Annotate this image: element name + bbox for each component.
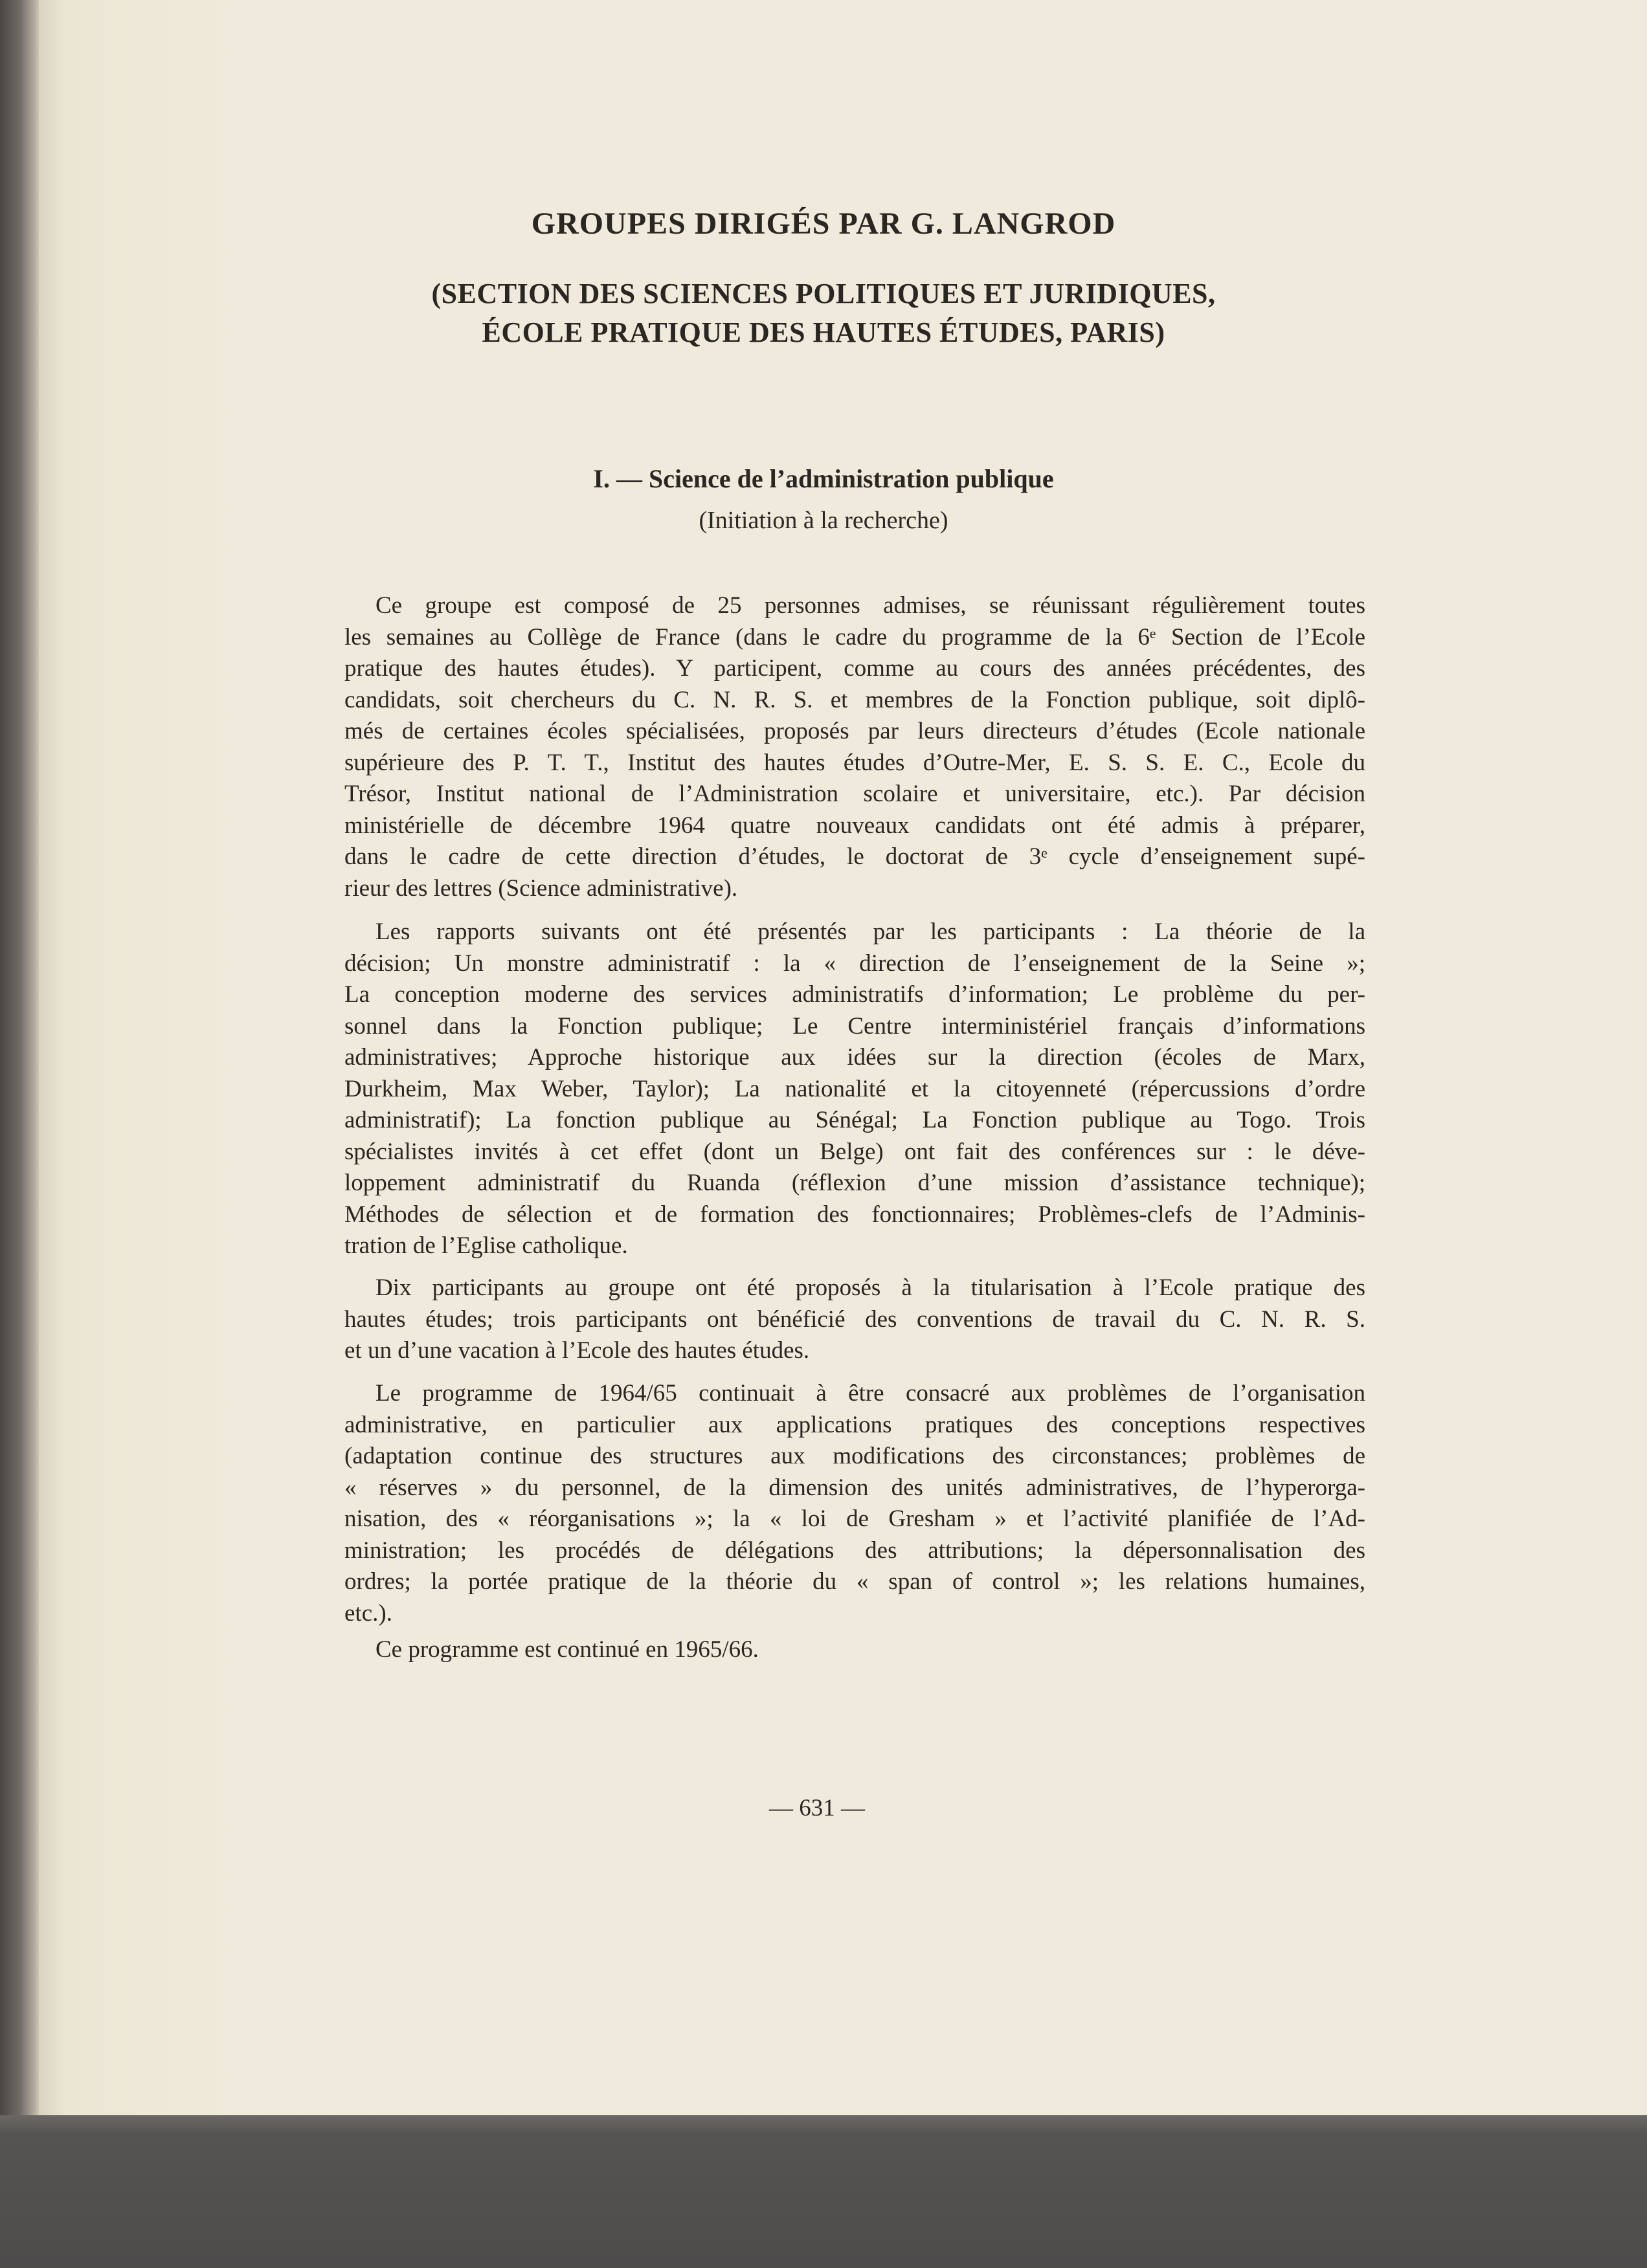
paragraph-2	[344, 917, 1365, 1262]
text-line: rieur des lettres (Science administrative).	[344, 874, 738, 902]
paragraph-4	[344, 1378, 1365, 1629]
text-line: etc.).	[344, 1599, 392, 1627]
section-heading: I. — Science de l’administration publique	[593, 464, 1054, 493]
text-line: Méthodes de sélection et de formation des fonctionnaires; Problèmes-clefs de l’Adminis-	[344, 1201, 1365, 1228]
text-line: pratique des hautes études). Y participent, comme au cours des années précédentes, des	[344, 655, 1365, 682]
paragraph-5	[344, 1634, 1365, 1666]
text-line: administrative, en particulier aux applications pratiques des conceptions respectives	[344, 1411, 1365, 1438]
text-line: et un d’une vacation à l’Ecole des hautes études.	[344, 1337, 810, 1364]
paragraph-3	[344, 1273, 1365, 1367]
text-line: administratives; Approche historique aux idées sur la direction (écoles de Marx,	[344, 1044, 1365, 1071]
text-line: Dix participants au groupe ont été proposés à la titularisation à l’Ecole pratique des	[375, 1274, 1365, 1301]
text-line: ministérielle de décembre 1964 quatre nouveaux candidats ont été admis à préparer,	[344, 812, 1365, 839]
paragraph-1	[344, 590, 1365, 904]
text-line: décision; Un monstre administratif : la « direction de l’enseignement de la Seine »;	[344, 950, 1365, 977]
text-line: administratif); La fonction publique au Sénégal; La Fonction publique au Togo. Trois	[344, 1107, 1365, 1133]
text-line: Trésor, Institut national de l’Administration scolaire et universitaire, etc.). Par décision	[344, 781, 1365, 807]
text-line: Les rapports suivants ont été présentés par les participants : La théorie de la	[375, 918, 1365, 945]
text-line: sonnel dans la Fonction publique; Le Centre interministériel français d’informations	[344, 1012, 1365, 1040]
text-line: tration de l’Eglise catholique.	[344, 1232, 628, 1259]
text-line: Le programme de 1964/65 continuait à être consacré aux problèmes de l’organisation	[375, 1380, 1365, 1406]
text-line: ministration; les procédés de délégations des attributions; la dépersonnalisation des	[344, 1537, 1365, 1564]
page-number: — 631 —	[769, 1795, 865, 1821]
text-line: candidats, soit chercheurs du C. N. R. S. et membres de la Fonction publique, soit diplô-	[344, 686, 1365, 713]
text-line: dans le cadre de cette direction d’études, le doctorat de 3ᵉ cycle d’enseignement supé-	[344, 843, 1365, 870]
text-line: « réserves » du personnel, de la dimension des unités administratives, de l’hyperorga-	[344, 1474, 1365, 1501]
text-line: supérieure des P. T. T., Institut des hautes études d’Outre-Mer, E. S. S. E. C., Ecole du	[344, 749, 1365, 776]
text-line: Ce groupe est composé de 25 personnes admises, se réunissant régulièrement toutes	[375, 592, 1365, 619]
text-line: (adaptation continue des structures aux modifications des circonstances; problèmes de	[344, 1443, 1365, 1469]
subtitle-line: ÉCOLE PRATIQUE DES HAUTES ÉTUDES, PARIS)	[482, 317, 1165, 348]
text-line: La conception moderne des services administratifs d’information; Le problème du per-	[344, 981, 1365, 1008]
page-title: GROUPES DIRIGÉS PAR G. LANGROD	[531, 206, 1116, 241]
text-line: les semaines au Collège de France (dans le cadre du programme de la 6ᵉ Section de l’Ecole	[344, 623, 1365, 650]
text-line: hautes études; trois participants ont bénéficié des conventions de travail du C. N. R. S.	[344, 1306, 1365, 1333]
section-subheading: (Initiation à la recherche)	[699, 507, 948, 534]
scan-background	[0, 2115, 1647, 2268]
subtitle-line: (SECTION DES SCIENCES POLITIQUES ET JURIDIQUES,	[431, 278, 1216, 309]
text-line: nisation, des « réorganisations »; la « loi de Gresham » et l’activité planifiée de l’Ad-	[344, 1506, 1365, 1532]
text-line: loppement administratif du Ruanda (réflexion d’une mission d’assistance technique);	[344, 1170, 1365, 1196]
text-line: ordres; la portée pratique de la théorie du « span of control »; les relations humaines,	[344, 1568, 1365, 1595]
text-line: Ce programme est continué en 1965/66.	[375, 1636, 759, 1663]
text-line: Durkheim, Max Weber, Taylor); La nationalité et la citoyenneté (répercussions d’ordre	[344, 1075, 1365, 1102]
text-line: spécialistes invités à cet effet (dont un Belge) ont fait des conférences sur : le déve-	[344, 1138, 1365, 1165]
text-line: més de certaines écoles spécialisées, proposés par leurs directeurs d’études (Ecole nationale	[344, 718, 1365, 744]
